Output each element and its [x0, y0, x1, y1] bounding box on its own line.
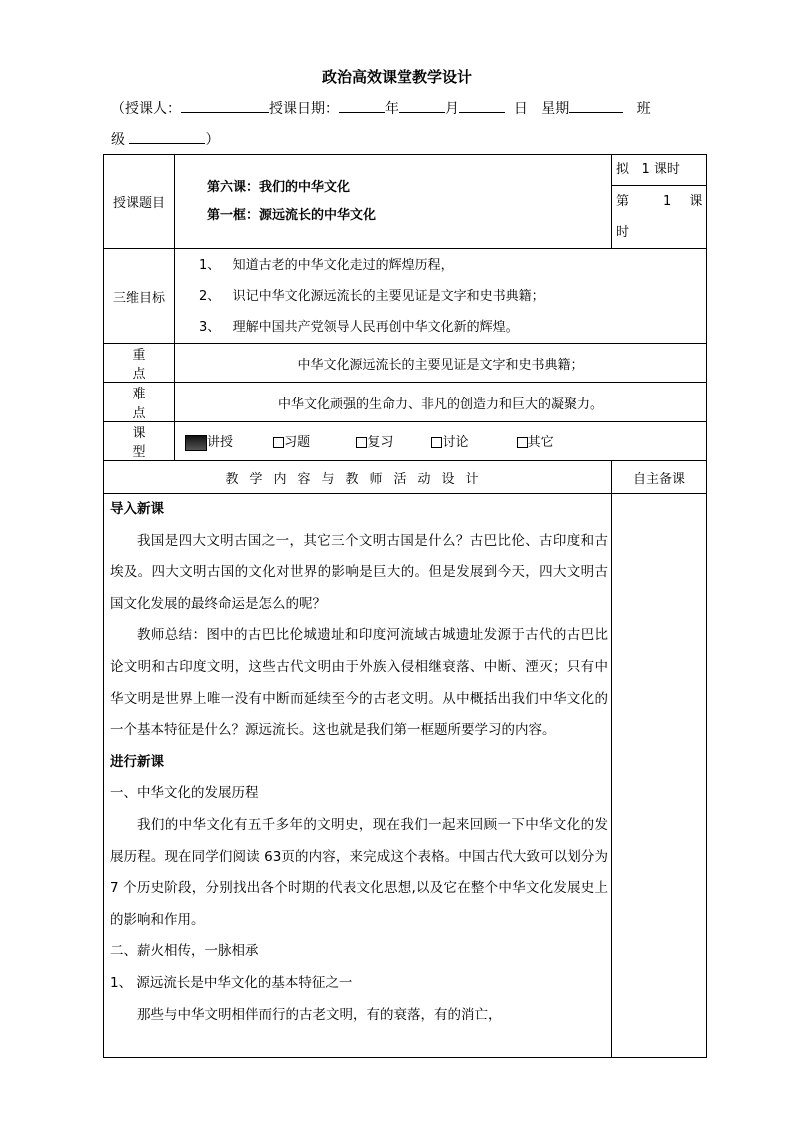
teacher-summary-paragraph: 教师总结：图中的古巴比伦城遗址和印度河流域古城遗址发源于古代的古巴比论文明和古印度文明，这些古代文明由于外族入侵相继衰落、中断、湮灭；只有中华文明是世界上唯一没有中断而延续至今的古老文明。从中概括出我们中华文化的一个基本特征是什么？源远流长。这也就是我们第一框题所要学习的内容。 [110, 627, 609, 739]
monitor-icon[interactable] [185, 435, 207, 451]
difficulty-text-cell: 中华文化顽强的生命力、非凡的创造力和巨大的凝聚力。 [175, 383, 707, 422]
section-1-heading: 一、中华文化的发展历程 [110, 785, 259, 802]
type-options-cell [175, 422, 707, 461]
key-text-cell: 中华文化源远流长的主要见证是文字和史书典籍； [175, 344, 707, 383]
month-blank[interactable] [399, 98, 445, 113]
page-title: 政治高效课堂教学设计 [321, 68, 472, 86]
intro-paragraph: 我国是四大文明古国之一，其它三个文明古国是什么？古巴比伦、古印度和古埃及。四大文明古国的文化对世界的影响是巨大的。但是发展到今天，四大文明古国文化发展的最终命运是怎么的呢？ [110, 532, 609, 612]
section-2-subheading: 1、 源远流长是中华文化的基本特征之一 [110, 974, 353, 991]
day-label: 日 [513, 101, 528, 117]
goals-label-cell: 三维目标 [104, 249, 175, 344]
month-label: 月 [445, 101, 459, 117]
type-option-review[interactable]: 复习 [367, 435, 394, 451]
type-option-lecture[interactable]: 讲授 [207, 435, 234, 451]
class-label-2: 级 [111, 132, 125, 148]
type-label-cell: 课型 [104, 422, 175, 461]
key-label-cell: 重点 [104, 344, 175, 383]
teacher-info-line [111, 98, 651, 118]
topic-cell [175, 155, 612, 249]
year-label: 年 [385, 101, 399, 117]
type-option-exercise[interactable]: 习题 [284, 435, 311, 451]
year-blank[interactable] [339, 98, 385, 113]
checkbox-icon[interactable] [356, 437, 367, 448]
class-label: 班 [636, 101, 651, 117]
close-paren: ） [205, 132, 220, 148]
lesson-plan-table [103, 154, 707, 1058]
section-2-heading: 二、薪火相传，一脉相承 [110, 943, 259, 960]
goals-cell [175, 249, 707, 344]
goal-item: 2、 识记中华文化源远流长的主要见证是文字和史书典籍； [199, 288, 545, 304]
type-option-discussion[interactable]: 讨论 [442, 435, 469, 451]
goal-item: 3、 理解中国共产党领导人民再创中华文化新的辉煌。 [199, 319, 519, 335]
checkbox-icon[interactable] [273, 437, 284, 448]
hours-current-label: 第 [616, 194, 630, 209]
topic-label-cell: 授课题目 [104, 155, 175, 249]
hours-current-unit2: 时 [616, 225, 630, 240]
content-cell [104, 494, 612, 1058]
section-1-paragraph: 我们的中华文化有五千多年的文明史，现在我们一起来回顾一下中华文化的发展历程。现在同学们阅读 63页的内容，来完成这个表格。中国古代大致可以划分为 7 个历史阶段，分别找出各个时期的代表文化思想,以及它在整个中华文化发展史上的影响和作用。 [110, 816, 609, 928]
topic-frame: 第一框：源远流长的中华文化 [207, 207, 377, 223]
checkbox-icon[interactable] [517, 437, 528, 448]
type-option-other[interactable]: 其它 [527, 435, 554, 451]
hours-current-cell [612, 186, 707, 249]
hours-planned-label: 拟 [616, 162, 630, 177]
hours-current-unit: 课 [689, 194, 703, 209]
difficulty-label-cell: 难点 [104, 383, 175, 422]
section-2-paragraph: 那些与中华文明相伴而行的古老文明，有的衰落，有的消亡， [137, 1006, 502, 1023]
teacher-label: （授课人： [111, 101, 181, 117]
class-blank[interactable] [129, 129, 205, 144]
hours-current-value: 1 [663, 194, 672, 209]
prep-notes-cell[interactable] [612, 494, 707, 1058]
weekday-label: 星期 [541, 101, 570, 117]
weekday-blank[interactable] [569, 98, 623, 113]
hours-planned-value: 1 课时 [641, 162, 680, 177]
intro-heading: 导入新课 [110, 501, 164, 517]
date-label: 授课日期： [269, 101, 339, 117]
teacher-blank[interactable] [181, 98, 269, 113]
topic-lesson: 第六课：我们的中华文化 [207, 179, 351, 195]
checkbox-icon[interactable] [431, 437, 442, 448]
new-lesson-heading: 进行新课 [110, 753, 164, 770]
day-blank[interactable] [459, 98, 505, 113]
design-header: 教学内容与教师活动设计 [104, 461, 612, 494]
goal-item: 1、 知道古老的中华文化走过的辉煌历程， [199, 257, 454, 273]
hours-planned-cell [612, 155, 707, 186]
class-info-line [111, 129, 219, 149]
prep-header: 自主备课 [612, 461, 707, 494]
